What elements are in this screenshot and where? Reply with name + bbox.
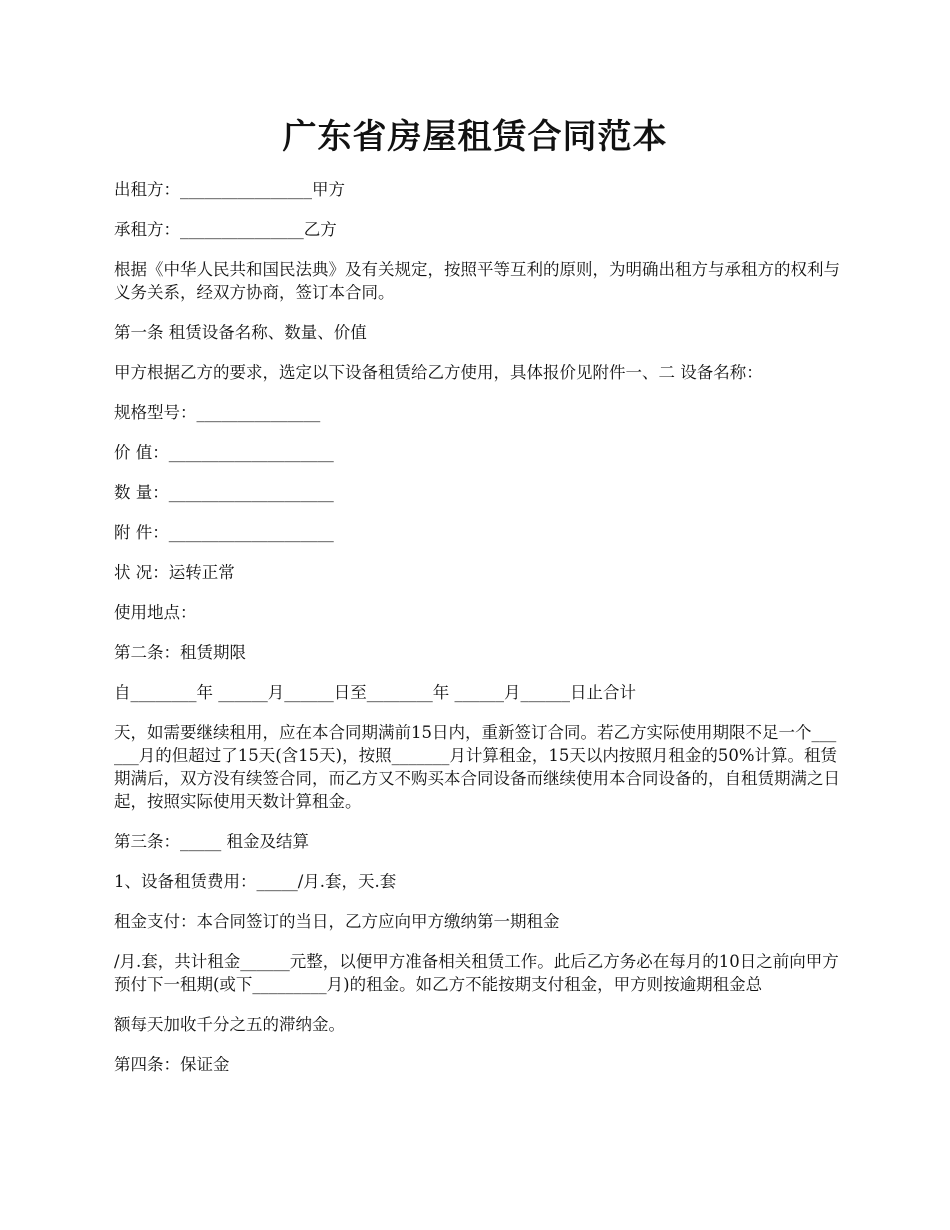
article-4-heading: 第四条：保证金 [114, 1055, 230, 1074]
quantity-line: 数 量：____________________ [114, 483, 334, 502]
rent-payment-paragraph: /月.套，共计租金______元整，以便甲方准备相关租赁工作。此后乙方务必在每月的10日之前向甲方预付下一租期(或下_________月)的租金。如乙方不能按期支付租金，甲方则按逾期租金总 [114, 952, 839, 994]
preamble-paragraph: 根据《中华人民共和国民法典》及有关规定，按照平等互利的原则，为明确出租方与承租方的权利与义务关系，经双方协商，签订本合同。 [114, 260, 840, 302]
article-1-heading: 第一条 租赁设备名称、数量、价值 [114, 323, 367, 342]
attachment-line: 附 件：____________________ [114, 523, 334, 542]
spec-model-line: 规格型号：_______________ [114, 403, 321, 422]
party-lessee-line: 承租方：_______________乙方 [114, 220, 337, 239]
rent-payment-line: 租金支付：本合同签订的当日，乙方应向甲方缴纳第一期租金 [114, 912, 560, 931]
lease-period-line: 自________年 ______月______日至________年 ______月______日止合计 [114, 683, 636, 702]
document-title: 广东省房屋租赁合同范本 [282, 117, 668, 157]
article-3-heading: 第三条：_____ 租金及结算 [114, 832, 309, 851]
lease-period-paragraph: 天，如需要继续租用，应在本合同期满前15日内，重新签订合同。若乙方实际使用期限不足一个______月的但超过了15天(含15天)，按照_______月计算租金，15天以内按照月租金的50%计算。租赁期满后，双方没有续签合同，而乙方又不购买本合同设备而继续使用本合同设备的，自租赁期满之日起，按照实际使用天数计算租金。 [114, 723, 840, 811]
late-fee-line: 额每天加收千分之五的滞纳金。 [114, 1015, 345, 1034]
location-line: 使用地点： [114, 603, 197, 622]
article-1-intro: 甲方根据乙方的要求，选定以下设备租赁给乙方使用，具体报价见附件一、二 设备名称： [114, 363, 763, 382]
value-line: 价 值：____________________ [114, 443, 334, 462]
article-2-heading: 第二条：租赁期限 [114, 643, 246, 662]
condition-line: 状 况：运转正常 [114, 563, 235, 582]
party-lessor-line: 出租方：________________甲方 [114, 180, 345, 199]
document-body [114, 178, 842, 1093]
rental-fee-line: 1、设备租赁费用：_____/月.套，天.套 [114, 872, 397, 891]
